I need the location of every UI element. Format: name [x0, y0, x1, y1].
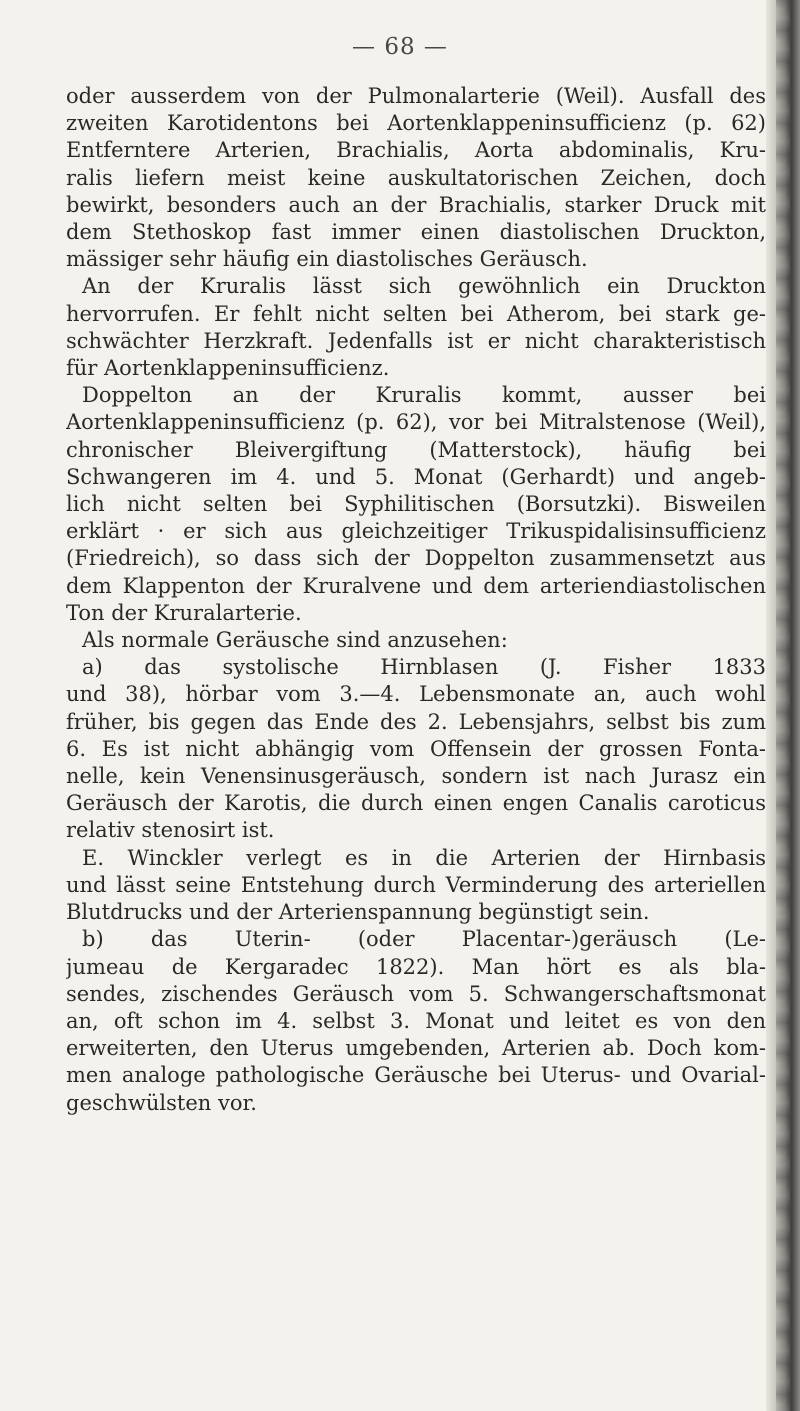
text-line: oder ausserdem von der Pulmonalarterie (Weil). Ausfall des: [66, 84, 766, 108]
text-line: Doppelton an der Kruralis kommt, ausser bei: [82, 383, 766, 408]
text-line: An der Kruralis lässt sich gewöhnlich ein Druckton: [82, 274, 766, 299]
text-line: dem Stethoskop fast immer einen diastolischen Druckton,: [66, 220, 766, 245]
text-line: Geräusch der Karotis, die durch einen engen Canalis caroticus: [66, 791, 766, 816]
text-line: geschwülsten vor.: [66, 1090, 257, 1115]
text-line: Entferntere Arterien, Brachialis, Aorta abdominalis, Kru-: [66, 138, 766, 163]
text-line: erklärt · er sich aus gleichzeitiger Trikuspidalisinsufficienz: [66, 519, 766, 544]
text-line: Ton der Kruralarterie.: [66, 600, 302, 625]
text-line: men analoge pathologische Geräusche bei Uterus- und Ovarial-: [66, 1063, 766, 1088]
text-line: chronischer Bleivergiftung (Matterstock), häufig bei: [66, 437, 766, 462]
text-line: lich nicht selten bei Syphilitischen (Borsutzki). Bisweilen: [66, 492, 766, 517]
text-line: Als normale Geräusche sind anzusehen:: [82, 628, 508, 653]
page-edge-shadow: [766, 0, 800, 1411]
text-line: (Friedreich), so dass sich der Doppelton zusammensetzt aus: [66, 546, 766, 571]
page-number: — 68 —: [352, 34, 448, 60]
body-text: [66, 83, 766, 1117]
text-line: E. Winckler verlegt es in die Arterien der Hirnbasis: [82, 845, 766, 870]
text-line: bewirkt, besonders auch an der Brachialis, starker Druck mit: [66, 192, 766, 217]
text-line: erweiterten, den Uterus umgebenden, Arterien ab. Doch kom-: [66, 1036, 766, 1061]
text-line: b) das Uterin- (oder Placentar-)geräusch (Le-: [82, 927, 766, 952]
text-line: relativ stenosirt ist.: [66, 818, 275, 843]
text-line: ralis liefern meist keine auskultatorischen Zeichen, doch: [66, 165, 766, 190]
text-line: sendes, zischendes Geräusch vom 5. Schwangerschaftsmonat: [66, 981, 766, 1006]
text-line: und lässt seine Entstehung durch Verminderung des arteriellen: [66, 872, 766, 897]
text-line: zweiten Karotidentons bei Aortenklappeninsufficienz (p. 62): [66, 111, 766, 136]
text-line: und 38), hörbar vom 3.—4. Lebensmonate an, auch wohl: [66, 682, 766, 707]
text-line: Blutdrucks und der Arterienspannung begünstigt sein.: [66, 900, 650, 925]
text-line: Aortenklappeninsufficienz (p. 62), vor bei Mitralstenose (Weil),: [66, 410, 766, 435]
text-line: mässiger sehr häufig ein diastolisches Geräusch.: [66, 247, 588, 272]
text-line: schwächter Herzkraft. Jedenfalls ist er nicht charakteristisch: [66, 328, 766, 353]
text-line: jumeau de Kergaradec 1822). Man hört es als bla-: [66, 954, 766, 979]
text-line: dem Klappenton der Kruralvene und dem arteriendiastolischen: [66, 573, 766, 598]
text-line: für Aortenklappeninsufficienz.: [66, 356, 390, 381]
text-line: an, oft schon im 4. selbst 3. Monat und leitet es von den: [66, 1008, 766, 1033]
text-line: nelle, kein Venensinusgeräusch, sondern ist nach Jurasz ein: [66, 764, 766, 789]
text-line: Schwangeren im 4. und 5. Monat (Gerhardt) und angeb-: [66, 464, 766, 489]
text-line: früher, bis gegen das Ende des 2. Lebensjahrs, selbst bis zum: [66, 709, 766, 734]
text-line: 6. Es ist nicht abhängig vom Offensein der grossen Fonta-: [66, 736, 766, 761]
text-line: hervorrufen. Er fehlt nicht selten bei Atherom, bei stark ge-: [66, 301, 766, 326]
text-line: a) das systolische Hirnblasen (J. Fisher 1833: [82, 655, 766, 680]
